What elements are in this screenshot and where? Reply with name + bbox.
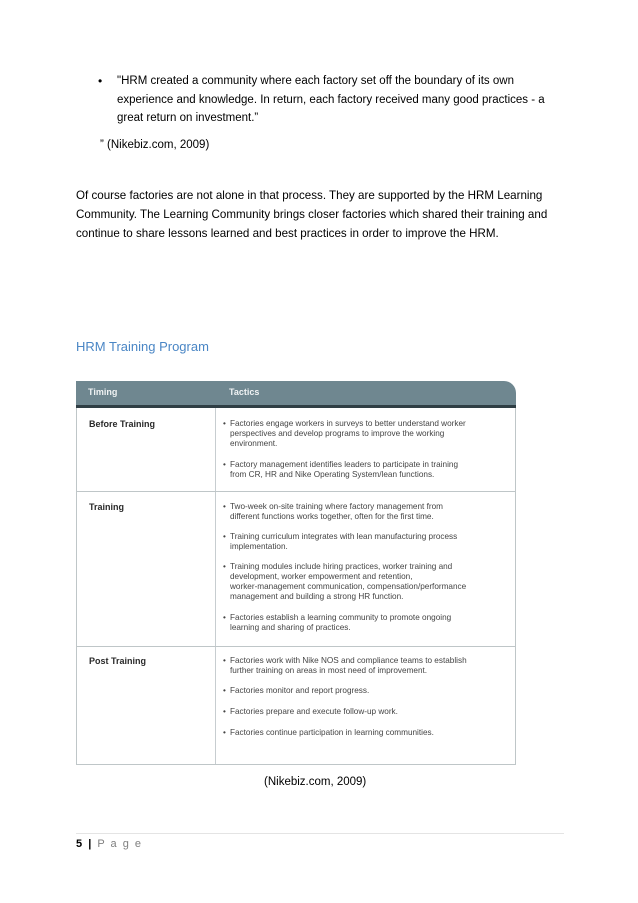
table-caption: (Nikebiz.com, 2009) <box>264 776 367 788</box>
table-body <box>76 408 516 765</box>
tactic-item: • Training modules include hiring practices, worker training and development, worker empowerment and retention, worker-management communication, compensation/performance management and building a strong HR function. <box>223 562 467 601</box>
quote-citation: ” (Nikebiz.com, 2009) <box>100 139 210 151</box>
page-label: P a g e <box>97 838 143 850</box>
row-divider <box>77 491 515 492</box>
timing-before-training: Before Training <box>89 419 156 429</box>
bullet-icon: • <box>223 686 226 695</box>
paragraph-line: Community. The Learning Community brings closer factories which shared their training and <box>76 208 548 221</box>
quote-line: great return on investment.” <box>117 112 259 124</box>
bullet-icon: • <box>223 460 226 469</box>
timing-training: Training <box>89 502 125 512</box>
bullet-icon: • <box>223 532 226 541</box>
bullet-icon: • <box>223 656 226 665</box>
footer-separator: | <box>88 838 93 850</box>
bullet-icon: • <box>223 419 226 428</box>
paragraph-line: Of course factories are not alone in that process. They are supported by the HRM Learning <box>76 189 543 202</box>
bullet-icon: • <box>223 728 226 737</box>
tactic-item: • Factories continue participation in learning communities. <box>223 728 434 737</box>
tactic-item: • Factories engage workers in surveys to better understand worker perspectives and develop programs to improve the working environment. <box>223 419 466 448</box>
paragraph-line: continue to share lessons learned and best practices in order to improve the HRM. <box>76 227 499 240</box>
tactic-item: • Factories work with Nike NOS and compliance teams to establish further training on areas in most need of improvement. <box>223 656 467 675</box>
bullet-icon: • <box>223 613 226 622</box>
bullet-icon: • <box>223 502 226 511</box>
section-heading: HRM Training Program <box>76 339 209 354</box>
page-number: 5 <box>76 838 84 850</box>
quote-line: experience and knowledge. In return, each factory received many good practices - a <box>117 94 545 106</box>
page-footer <box>76 838 143 850</box>
tactic-item: • Two-week on-site training where factory management from different functions works together, often for the first time. <box>223 502 443 521</box>
timing-post-training: Post Training <box>89 656 147 666</box>
header-timing: Timing <box>88 387 118 397</box>
tactic-item: • Factories prepare and execute follow-up work. <box>223 707 398 716</box>
footer-rule <box>76 833 564 834</box>
quote-line: "HRM created a community where each factory set off the boundary of its own <box>117 75 514 87</box>
tactic-item: • Training curriculum integrates with lean manufacturing process implementation. <box>223 532 458 551</box>
bullet-icon: • <box>98 74 103 88</box>
row-divider <box>77 646 515 647</box>
tactic-item: • Factories establish a learning community to promote ongoing learning and sharing of practices. <box>223 613 452 632</box>
header-tactics: Tactics <box>229 387 260 397</box>
table-header <box>76 381 516 405</box>
column-divider <box>215 408 216 764</box>
bullet-icon: • <box>223 562 226 571</box>
tactic-item: • Factory management identifies leaders to participate in training from CR, HR and Nike Operating System/lean functions. <box>223 460 459 479</box>
tactic-item: • Factories monitor and report progress. <box>223 686 370 695</box>
body-paragraph <box>76 186 566 243</box>
bullet-icon: • <box>223 707 226 716</box>
training-program-table <box>76 381 516 765</box>
